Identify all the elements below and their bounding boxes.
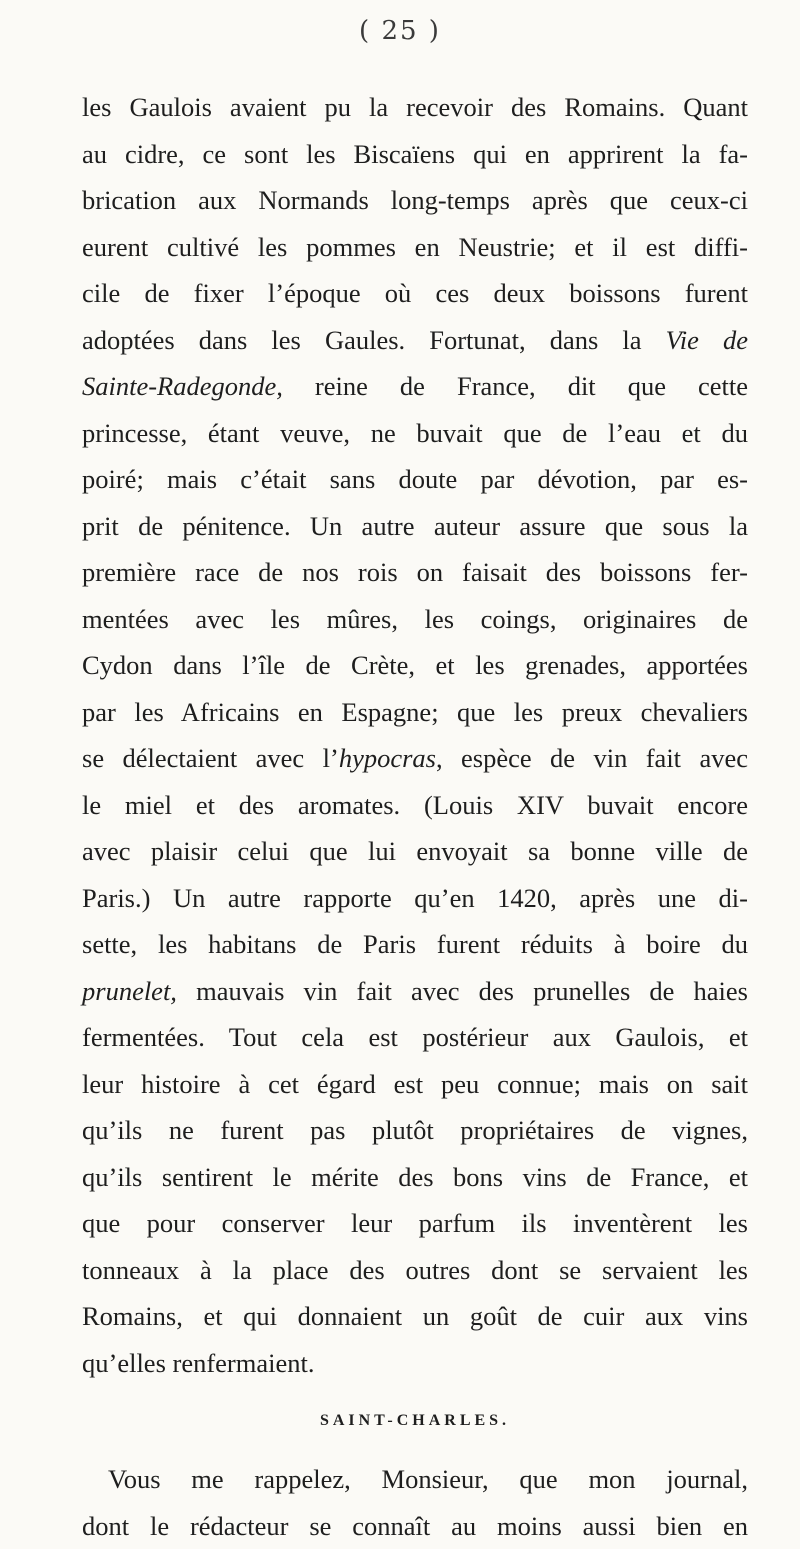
text-line <box>82 1107 748 1154</box>
text-line <box>82 1456 748 1503</box>
italic-text: Sainte-Radegonde, <box>82 371 283 401</box>
text-line <box>82 224 748 271</box>
text-run: Cydon dans l’île de Crète, et les grenades, apportées <box>82 650 748 680</box>
text-run: poiré; mais c’était sans doute par dévotion, par es- <box>82 464 748 494</box>
text-line <box>82 1340 748 1387</box>
text-run: qu’ils sentirent le mérite des bons vins de France, et <box>82 1162 748 1192</box>
text-run: SAINT-CHARLES. <box>320 1412 510 1429</box>
italic-text: prunelet, <box>82 976 177 1006</box>
text-run: mentées avec les mûres, les coings, originaires de <box>82 604 748 634</box>
text-run: les Gaulois avaient pu la recevoir des Romains. Quant <box>82 92 748 122</box>
text-run: qu’elles renfermaient. <box>82 1348 315 1378</box>
text-line <box>82 921 748 968</box>
text-run: princesse, étant veuve, ne buvait que de l’eau et du <box>82 418 748 448</box>
text-line <box>82 84 748 131</box>
text-line <box>82 270 748 317</box>
text-line <box>82 410 748 457</box>
text-line <box>82 131 748 178</box>
text-run: première race de nos rois on faisait des boissons fer- <box>82 557 748 587</box>
text-line <box>82 1154 748 1201</box>
text-run: Vous me rappelez, Monsieur, que mon journal, <box>108 1464 748 1494</box>
text-line <box>82 317 748 364</box>
text-run: que pour conserver leur parfum ils inventèrent les <box>82 1208 748 1238</box>
text-run: prit de pénitence. Un autre auteur assure que sous la <box>82 511 748 541</box>
text-line <box>82 1200 748 1247</box>
text-run: tonneaux à la place des outres dont se servaient les <box>82 1255 748 1285</box>
text-run: fermentées. Tout cela est postérieur aux Gaulois, et <box>82 1022 748 1052</box>
text-run: mauvais vin fait avec des prunelles de haies <box>177 976 748 1006</box>
text-line <box>82 596 748 643</box>
page-number: ( 25 ) <box>0 16 800 46</box>
text-run: eurent cultivé les pommes en Neustrie; et il est diffi- <box>82 232 748 262</box>
text-line <box>82 782 748 829</box>
text-run: brication aux Normands long-temps après que ceux-ci <box>82 185 748 215</box>
text-line <box>82 968 748 1015</box>
text-line <box>82 1503 748 1549</box>
italic-text: hypocras <box>339 743 436 773</box>
text-line <box>82 642 748 689</box>
text-line <box>82 456 748 503</box>
text-run: reine de France, dit que cette <box>283 371 748 401</box>
italic-text: Vie de <box>666 325 748 355</box>
text-line <box>82 875 748 922</box>
text-run: adoptées dans les Gaules. Fortunat, dans la <box>82 325 666 355</box>
text-run: se délectaient avec l’ <box>82 743 339 773</box>
text-run: au cidre, ce sont les Biscaïens qui en apprirent la fa- <box>82 139 748 169</box>
text-run: dont le rédacteur se connaît au moins aussi bien en <box>82 1511 748 1541</box>
text-line <box>82 828 748 875</box>
text-run: par les Africains en Espagne; que les preux chevaliers <box>82 697 748 727</box>
text-run: Romains, et qui donnaient un goût de cuir aux vins <box>82 1301 748 1331</box>
text-line <box>82 1014 748 1061</box>
text-line <box>82 363 748 410</box>
text-run: , espèce de vin fait avec <box>436 743 748 773</box>
text-run: leur histoire à cet égard est peu connue; mais on sait <box>82 1069 748 1099</box>
text-run: qu’ils ne furent pas plutôt propriétaires de vignes, <box>82 1115 748 1145</box>
text-run: Paris.) Un autre rapporte qu’en 1420, après une di- <box>82 883 748 913</box>
text-line <box>82 1061 748 1108</box>
body-text <box>82 84 748 1549</box>
text-run: sette, les habitans de Paris furent réduits à boire du <box>82 929 748 959</box>
text-line <box>82 1247 748 1294</box>
text-line <box>82 735 748 782</box>
text-line <box>82 549 748 596</box>
text-line <box>82 1293 748 1340</box>
text-run: avec plaisir celui que lui envoyait sa bonne ville de <box>82 836 748 866</box>
text-run: le miel et des aromates. (Louis XIV buvait encore <box>82 790 748 820</box>
text-run: cile de fixer l’époque où ces deux boissons furent <box>82 278 748 308</box>
text-line <box>82 689 748 736</box>
text-line <box>82 503 748 550</box>
text-line <box>82 177 748 224</box>
